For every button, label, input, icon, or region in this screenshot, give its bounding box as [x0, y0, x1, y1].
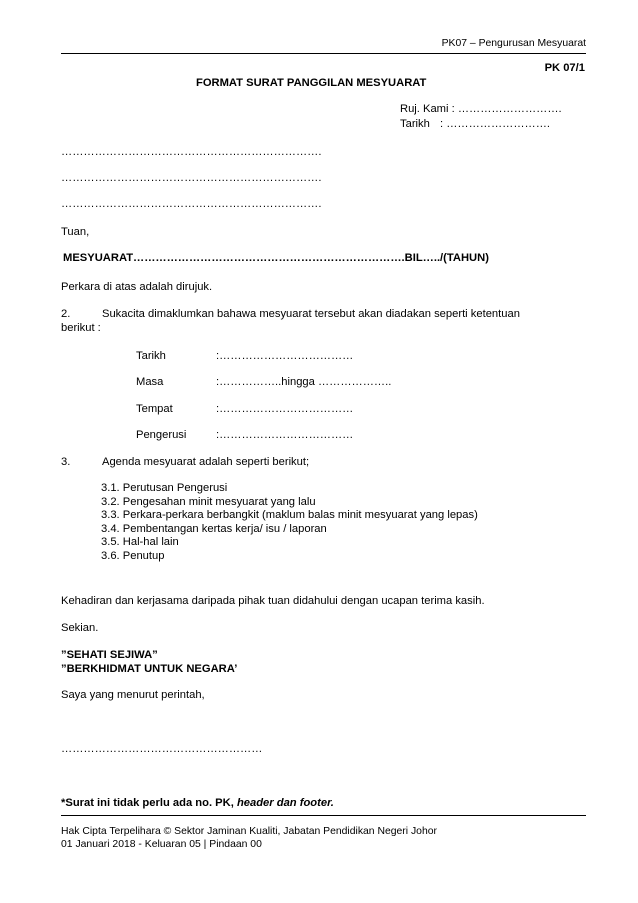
agenda-item: 3.4. Pembentangan kertas kerja/ isu / laporan [101, 522, 327, 535]
detail-label: Masa [136, 376, 164, 388]
letter-date [400, 118, 550, 131]
detail-value: :……………..hingga ……………….. [216, 376, 392, 388]
footer-release-info: 01 Januari 2018 - Keluaran 05 | Pindaan 00 [61, 839, 262, 850]
detail-row-chairperson [136, 429, 353, 442]
paragraph-2-continuation: berikut : [61, 322, 101, 334]
detail-value: :……………………………… [216, 350, 354, 362]
detail-label: Tempat [136, 403, 173, 415]
footnote-text: *Surat ini tidak perlu ada no. PK, [61, 797, 237, 809]
motto-line-2: ”BERKHIDMAT UNTUK NEGARA’ [61, 663, 238, 675]
salutation: Tuan, [61, 226, 90, 238]
address-line: ……………………………………………………………. [61, 172, 322, 184]
detail-label: Tarikh [136, 350, 166, 362]
agenda-item: 3.3. Perkara-perkara berbangkit (maklum balas minit mesyuarat yang lepas) [101, 509, 478, 522]
detail-value: :……………………………… [216, 429, 354, 441]
detail-row-time [136, 376, 391, 389]
sekian: Sekian. [61, 622, 99, 634]
detail-label: Pengerusi [136, 429, 187, 441]
agenda-item: 3.5. Hal-hal lain [101, 536, 179, 549]
date-value: : ………………………. [440, 118, 551, 130]
detail-value: :……………………………… [216, 403, 354, 415]
agenda-item: 3.2. Pengesahan minit mesyuarat yang lalu [101, 495, 316, 508]
running-header: PK07 – Pengurusan Mesyuarat [441, 38, 586, 49]
motto-line-1: ”SEHATI SEJIWA” [61, 649, 158, 661]
footer-copyright: Hak Cipta Terpelihara © Sektor Jaminan Kualiti, Jabatan Pendidikan Negeri Johor [61, 826, 437, 837]
intro-paragraph: Perkara di atas adalah dirujuk. [61, 281, 213, 293]
paragraph-2-text: Sukacita dimaklumkan bahawa mesyuarat tersebut akan diadakan seperti ketentuan [102, 308, 520, 320]
detail-row-date [136, 350, 353, 363]
header-divider [61, 53, 586, 54]
agenda-list [101, 482, 478, 564]
closing-paragraph: Kehadiran dan kerjasama daripada pihak tuan didahului dengan ucapan terima kasih. [61, 595, 485, 607]
form-code: PK 07/1 [544, 62, 585, 74]
footer-divider [61, 815, 586, 816]
footnote [61, 797, 334, 810]
address-line: ……………………………………………………………. [61, 146, 322, 158]
order-line: Saya yang menurut perintah, [61, 689, 205, 701]
footnote-emphasis: header dan footer. [236, 797, 334, 809]
agenda-item: 3.1. Perutusan Pengerusi [101, 482, 228, 494]
detail-row-venue [136, 403, 353, 416]
subject-line: MESYUARAT……………………………………………………………….BIL…../(TAHUN) [63, 252, 489, 264]
document-title: FORMAT SURAT PANGGILAN MESYUARAT [196, 77, 427, 89]
signature-line: ……………………………………………… [61, 743, 263, 755]
date-label: Tarikh [400, 118, 430, 130]
address-line: ……………………………………………………………. [61, 198, 322, 210]
reference-number: Ruj. Kami : ………………………. [400, 103, 562, 115]
agenda-item: 3.6. Penutup [101, 549, 165, 562]
paragraph-2-number: 2. [61, 308, 71, 320]
paragraph-3-number: 3. [61, 456, 71, 468]
paragraph-3-text: Agenda mesyuarat adalah seperti berikut; [102, 456, 310, 468]
